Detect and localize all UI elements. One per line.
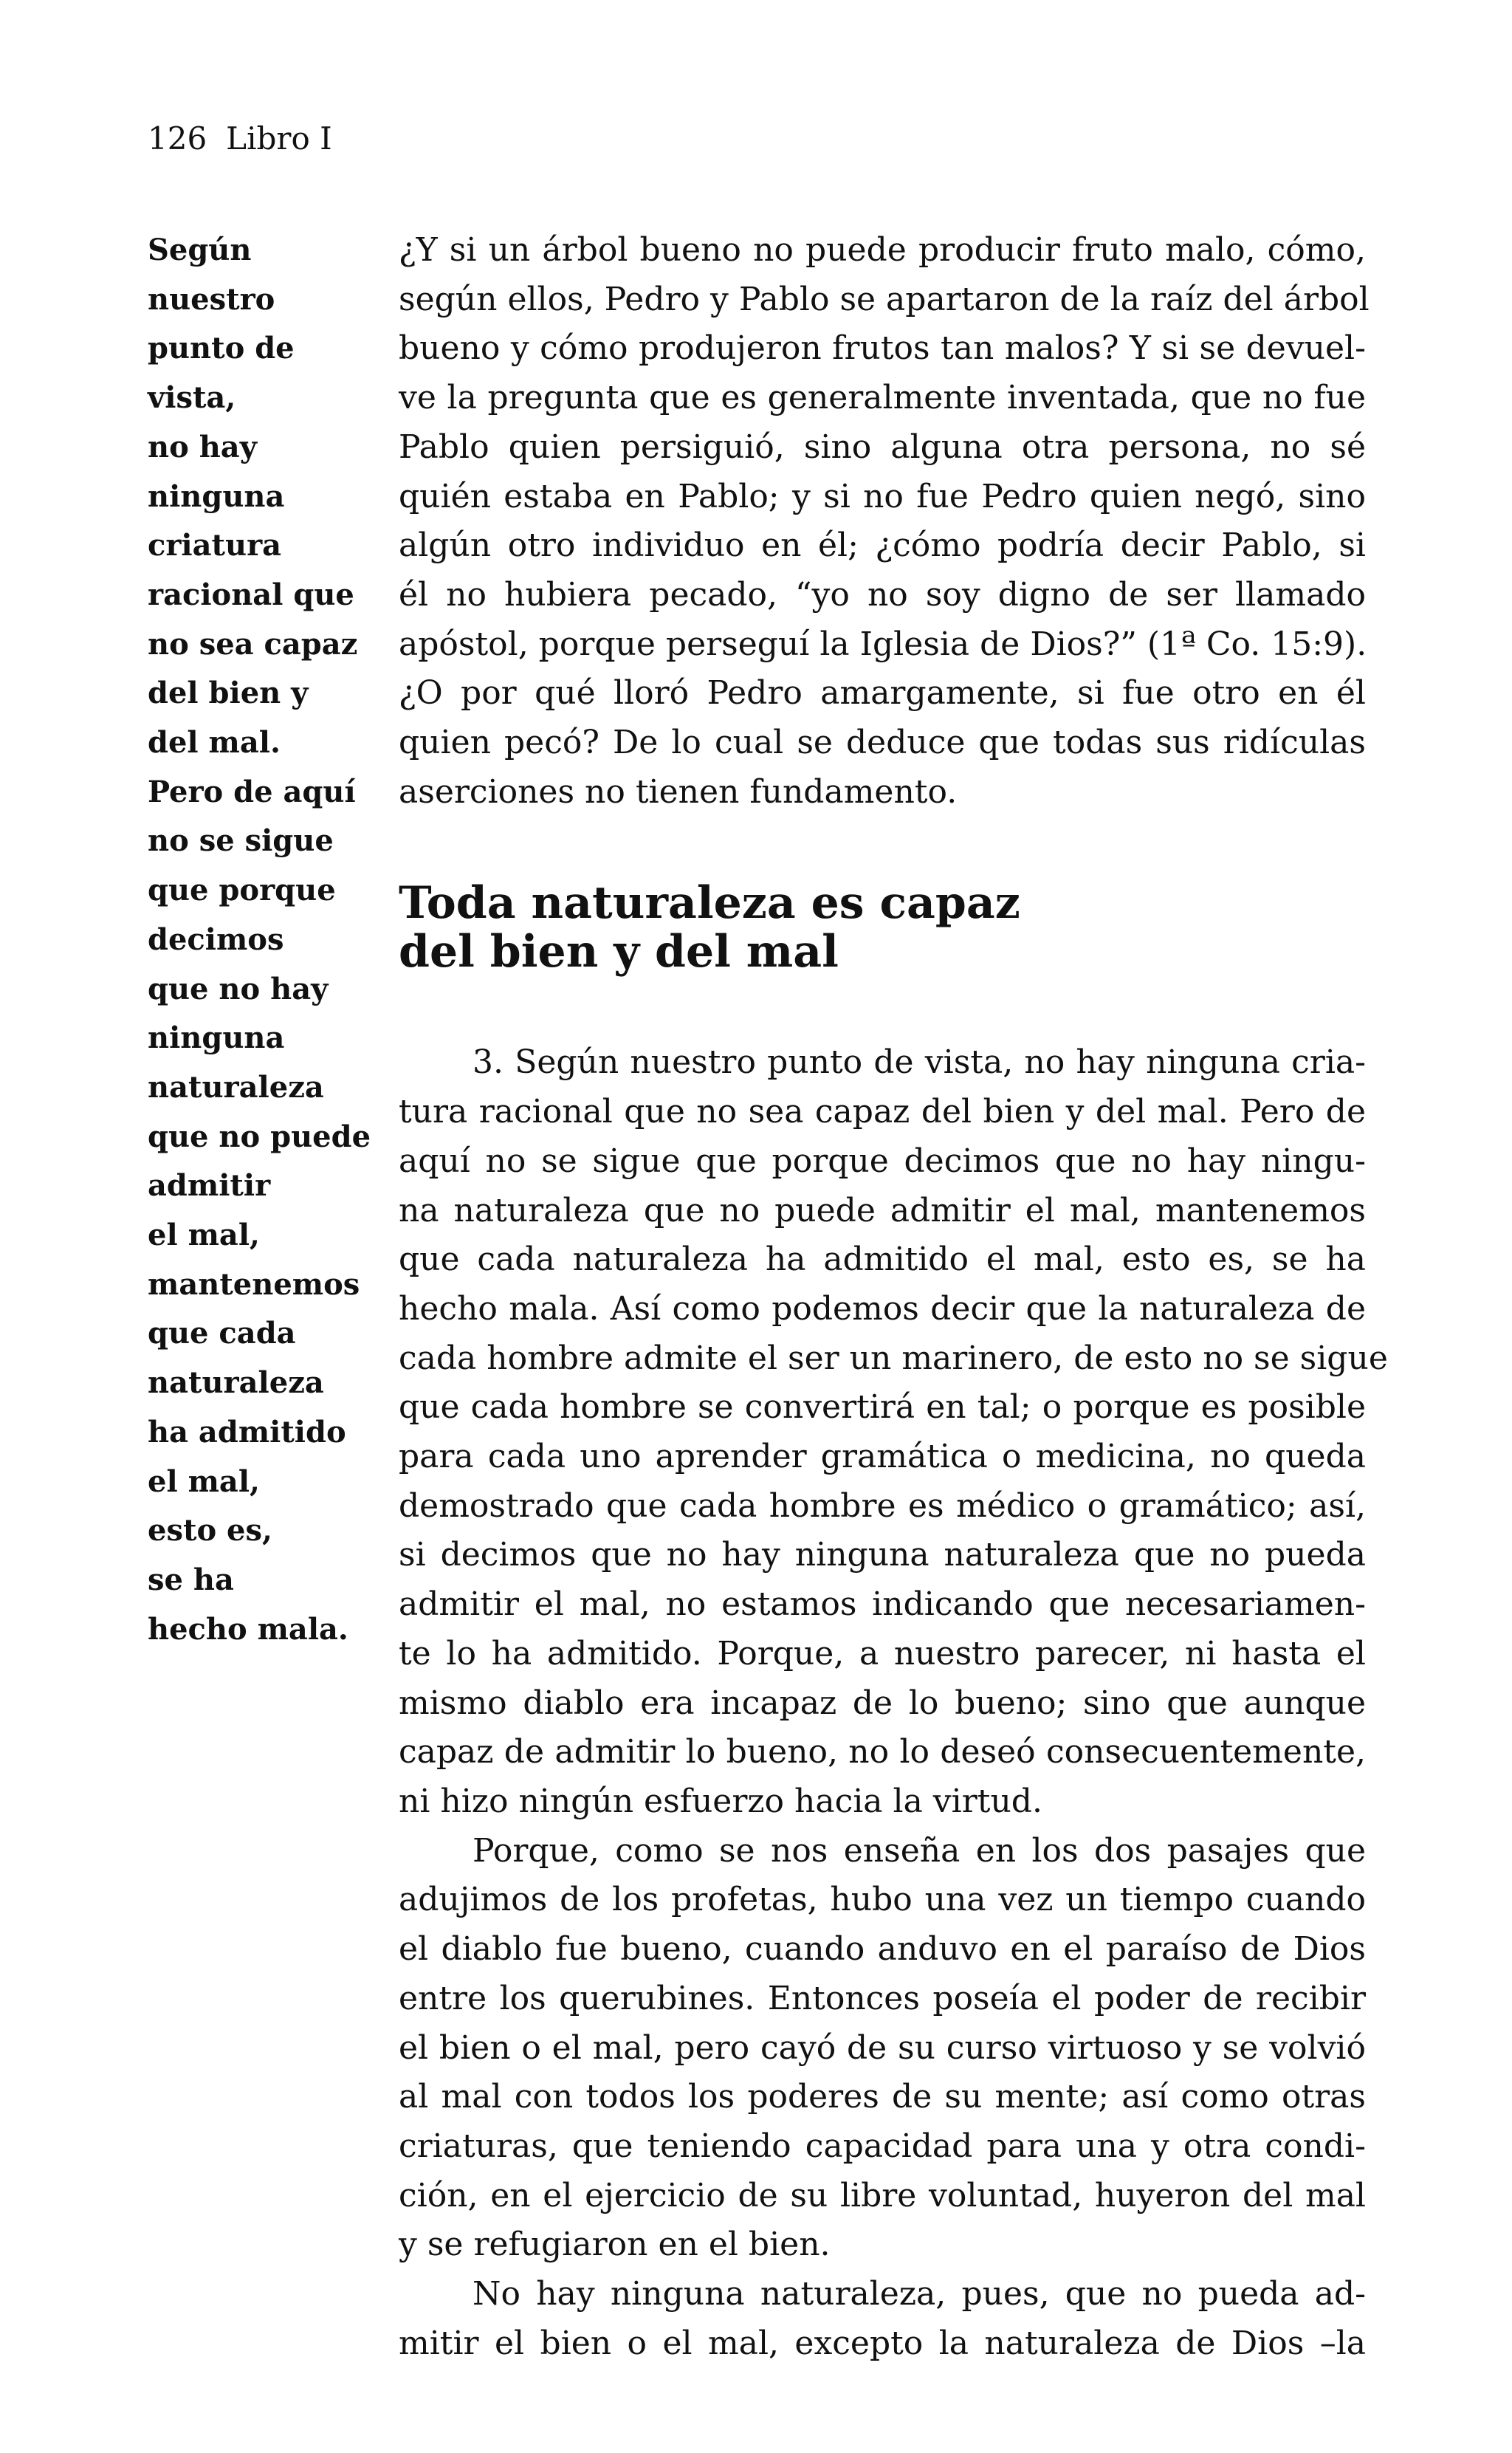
margin-note-line: que no hay bbox=[148, 971, 329, 1006]
text-line: si decimos que no hay ninguna naturaleza que no pueda bbox=[399, 1536, 1366, 1574]
text-line: apóstol, porque perseguí la Iglesia de Dios?” (1ª Co. 15:9). bbox=[399, 625, 1367, 663]
paragraph-3 bbox=[399, 1038, 1388, 1826]
intro-paragraph bbox=[399, 226, 1370, 817]
text-line: 3. Según nuestro punto de vista, no hay ninguna cria- bbox=[472, 1043, 1366, 1082]
margin-note-line: el mal, bbox=[148, 1464, 260, 1499]
running-header bbox=[148, 120, 332, 158]
margin-note-line: no hay bbox=[148, 429, 257, 464]
margin-note-line: del mal. bbox=[148, 725, 281, 761]
text-line: que cada hombre se convertirá en tal; o porque es posible bbox=[399, 1388, 1366, 1427]
text-line: y se refugiaron en el bien. bbox=[399, 2226, 831, 2264]
margin-note-line: Pero de aquí bbox=[148, 774, 356, 809]
text-line: na naturaleza que no puede admitir el mal, mantenemos bbox=[399, 1191, 1366, 1229]
section-heading-line: del bien y del mal bbox=[399, 926, 839, 978]
text-line: No hay ninguna naturaleza, pues, que no pueda ad- bbox=[472, 2275, 1366, 2313]
text-line: para cada uno aprender gramática o medicina, no queda bbox=[399, 1438, 1366, 1476]
text-line: mismo diablo era incapaz de lo bueno; sino que aunque bbox=[399, 1684, 1366, 1722]
margin-note-line: el mal, bbox=[148, 1218, 260, 1253]
text-line: aserciones no tienen fundamento. bbox=[399, 772, 958, 811]
text-line: criaturas, que teniendo capacidad para una y otra condi- bbox=[399, 2127, 1366, 2165]
text-line: demostrado que cada hombre es médico o gramático; así, bbox=[399, 1486, 1366, 1525]
section-heading bbox=[399, 879, 1366, 976]
margin-note-line: que porque bbox=[148, 873, 336, 908]
text-line: según ellos, Pedro y Pablo se apartaron de la raíz del árbol bbox=[399, 280, 1370, 318]
text-line: Pablo quien persiguió, sino alguna otra persona, no sé bbox=[399, 428, 1366, 466]
margin-note-line: ninguna bbox=[148, 478, 285, 514]
text-line: al mal con todos los poderes de su mente; así como otras bbox=[399, 2078, 1366, 2116]
text-line: tura racional que no sea capaz del bien y del mal. Pero de bbox=[399, 1093, 1366, 1131]
margin-note-line: ha admitido bbox=[148, 1414, 346, 1450]
text-line: él no hubiera pecado, “yo no soy digno de ser llamado bbox=[399, 575, 1366, 614]
text-line: hecho mala. Así como podemos decir que la naturaleza de bbox=[399, 1289, 1366, 1328]
text-line: mitir el bien o el mal, excepto la naturaleza de Dios –la bbox=[399, 2324, 1366, 2362]
margin-note-line: ninguna bbox=[148, 1020, 285, 1056]
text-line: ¿Y si un árbol bueno no puede producir fruto malo, cómo, bbox=[399, 231, 1366, 269]
margin-note-line: esto es, bbox=[148, 1513, 272, 1548]
margin-note-line: decimos bbox=[148, 922, 284, 957]
text-line: que cada naturaleza ha admitido el mal, esto es, se ha bbox=[399, 1241, 1366, 1279]
text-line: entre los querubines. Entonces poseía el poder de recibir bbox=[399, 1979, 1366, 2017]
paragraph-naturaleza bbox=[399, 2270, 1366, 2368]
margin-note-line: naturaleza bbox=[148, 1365, 324, 1401]
margin-note-line: racional que bbox=[148, 577, 354, 612]
text-line: ¿O por qué lloró Pedro amargamente, si fue otro en él bbox=[399, 674, 1366, 713]
text-line: Porque, como se nos enseña en los dos pasajes que bbox=[472, 1831, 1366, 1870]
margin-note-line: vista, bbox=[148, 380, 236, 416]
margin-note-line: punto de bbox=[148, 331, 295, 366]
text-line: te lo ha admitido. Porque, a nuestro parecer, ni hasta el bbox=[399, 1634, 1366, 1672]
page-number: 126 bbox=[148, 120, 207, 157]
margin-note-line: que cada bbox=[148, 1316, 296, 1351]
margin-note-line: del bien y bbox=[148, 676, 309, 711]
margin-note-line: se ha bbox=[148, 1562, 234, 1597]
section-heading-line: Toda naturaleza es capaz bbox=[399, 877, 1020, 930]
margin-note-line: no sea capaz bbox=[148, 626, 358, 662]
text-line: el bien o el mal, pero cayó de su curso virtuoso y se volvió bbox=[399, 2028, 1366, 2067]
margin-note-line: hecho mala. bbox=[148, 1611, 348, 1647]
margin-note-line: admitir bbox=[148, 1168, 271, 1204]
text-line: cada hombre admite el ser un marinero, de esto no se sigue bbox=[399, 1339, 1388, 1377]
main-text bbox=[399, 226, 1388, 2368]
margin-note-line: criatura bbox=[148, 528, 282, 563]
margin-note-line: que no puede bbox=[148, 1119, 371, 1154]
text-line: quien pecó? De lo cual se deduce que todas sus ridículas bbox=[399, 724, 1366, 762]
text-line: el diablo fue bueno, cuando anduvo en el paraíso de Dios bbox=[399, 1930, 1366, 1969]
margin-note-line: no se sigue bbox=[148, 823, 334, 859]
margin-note-line: mantenemos bbox=[148, 1266, 360, 1302]
text-line: adujimos de los profetas, hubo una vez un tiempo cuando bbox=[399, 1881, 1366, 1919]
margin-note-line: nuestro bbox=[148, 281, 275, 317]
text-line: ción, en el ejercicio de su libre voluntad, huyeron del mal bbox=[399, 2176, 1366, 2214]
text-line: bueno y cómo produjeron frutos tan malos? Y si se devuel- bbox=[399, 329, 1366, 368]
text-line: ni hizo ningún esfuerzo hacia la virtud. bbox=[399, 1782, 1042, 1820]
margin-note-line: Según bbox=[148, 233, 252, 267]
margin-note-line: naturaleza bbox=[148, 1069, 324, 1105]
text-line: ve la pregunta que es generalmente inventada, que no fue bbox=[399, 379, 1366, 417]
text-line: quién estaba en Pablo; y si no fue Pedro quien negó, sino bbox=[399, 477, 1366, 515]
text-line: capaz de admitir lo bueno, no lo deseó consecuentemente, bbox=[399, 1733, 1366, 1771]
running-title: Libro I bbox=[226, 120, 332, 157]
margin-note bbox=[148, 226, 369, 1654]
text-line: admitir el mal, no estamos indicando que necesariamen- bbox=[399, 1585, 1366, 1624]
text-line: aquí no se sigue que porque decimos que no hay ningu- bbox=[399, 1142, 1366, 1180]
paragraph-diablo bbox=[399, 1827, 1366, 2270]
text-line: algún otro individuo en él; ¿cómo podría decir Pablo, si bbox=[399, 526, 1366, 565]
